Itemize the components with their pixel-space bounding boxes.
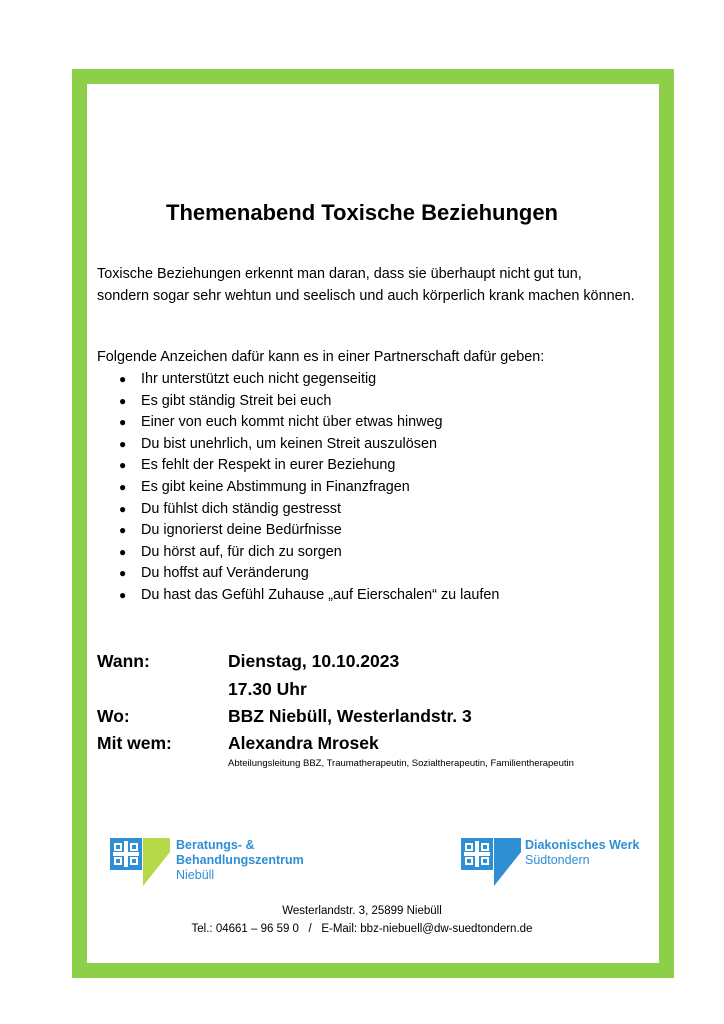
bullet-icon: ● bbox=[119, 501, 127, 516]
bullet-icon: ● bbox=[119, 458, 127, 473]
where-label: Wo: bbox=[97, 706, 130, 726]
bullet-icon: ● bbox=[119, 544, 127, 559]
list-item: ● Du ignorierst deine Bedürfnisse bbox=[97, 520, 499, 542]
list-item: ● Ihr unterstützt euch nicht gegenseitig bbox=[97, 369, 499, 391]
with-label: Mit wem: bbox=[97, 733, 172, 753]
intro-paragraph: Toxische Beziehungen erkennt man daran, dass sie überhaupt nicht gut tun, sondern sogar sehr wehtun und seelisch und auch körperlich krank machen können. bbox=[97, 266, 635, 304]
diakonie-logo-text: Diakonisches Werk Südtondern bbox=[525, 838, 640, 867]
list-item: ● Du fühlst dich ständig gestresst bbox=[97, 499, 499, 521]
list-item: ● Du hast das Gefühl Zuhause „auf Eierschalen“ zu laufen bbox=[97, 585, 499, 607]
bullet-icon: ● bbox=[119, 436, 127, 451]
list-item: ● Es gibt keine Abstimmung in Finanzfragen bbox=[97, 477, 499, 499]
bullet-icon: ● bbox=[119, 479, 127, 494]
footer-address: Westerlandstr. 3, 25899 Niebüll bbox=[282, 905, 442, 917]
bullet-icon: ● bbox=[119, 587, 127, 602]
bullet-icon: ● bbox=[119, 372, 127, 386]
signs-list bbox=[97, 369, 499, 607]
speaker-name: Alexandra Mrosek bbox=[228, 733, 379, 753]
bbz-logo-icon bbox=[110, 838, 170, 888]
list-item: ● Du hörst auf, für dich zu sorgen bbox=[97, 542, 499, 564]
list-item: ● Es gibt ständig Streit bei euch bbox=[97, 391, 499, 413]
event-time: 17.30 Uhr bbox=[228, 679, 307, 699]
page-title: Themenabend Toxische Beziehungen bbox=[166, 200, 558, 225]
when-label: Wann: bbox=[97, 651, 150, 671]
bullet-icon: ● bbox=[119, 415, 127, 430]
speaker-role: Abteilungsleitung BBZ, Traumatherapeutin, Sozialtherapeutin, Familientherapeutin bbox=[228, 758, 574, 769]
bullet-icon: ● bbox=[119, 393, 127, 408]
bullet-icon: ● bbox=[119, 523, 127, 538]
list-item: ● Es fehlt der Respekt in eurer Beziehung bbox=[97, 455, 499, 477]
footer-contact: Tel.: 04661 – 96 59 0 / E-Mail: bbz-niebuell@dw-suedtondern.de bbox=[191, 923, 533, 935]
bbz-logo-text: Beratungs- & Behandlungszentrum Niebüll bbox=[176, 838, 304, 882]
bullet-icon: ● bbox=[119, 566, 127, 581]
list-item: ● Du bist unehrlich, um keinen Streit auszulösen bbox=[97, 434, 499, 456]
signs-lead-text: Folgende Anzeichen dafür kann es in einer Partnerschaft dafür geben: bbox=[97, 349, 545, 365]
list-item: ● Du hoffst auf Veränderung bbox=[97, 563, 499, 585]
list-item: ● Einer von euch kommt nicht über etwas hinweg bbox=[97, 412, 499, 434]
event-place: BBZ Niebüll, Westerlandstr. 3 bbox=[228, 706, 472, 726]
diakonie-logo-icon bbox=[461, 838, 521, 888]
event-date: Dienstag, 10.10.2023 bbox=[228, 651, 400, 671]
